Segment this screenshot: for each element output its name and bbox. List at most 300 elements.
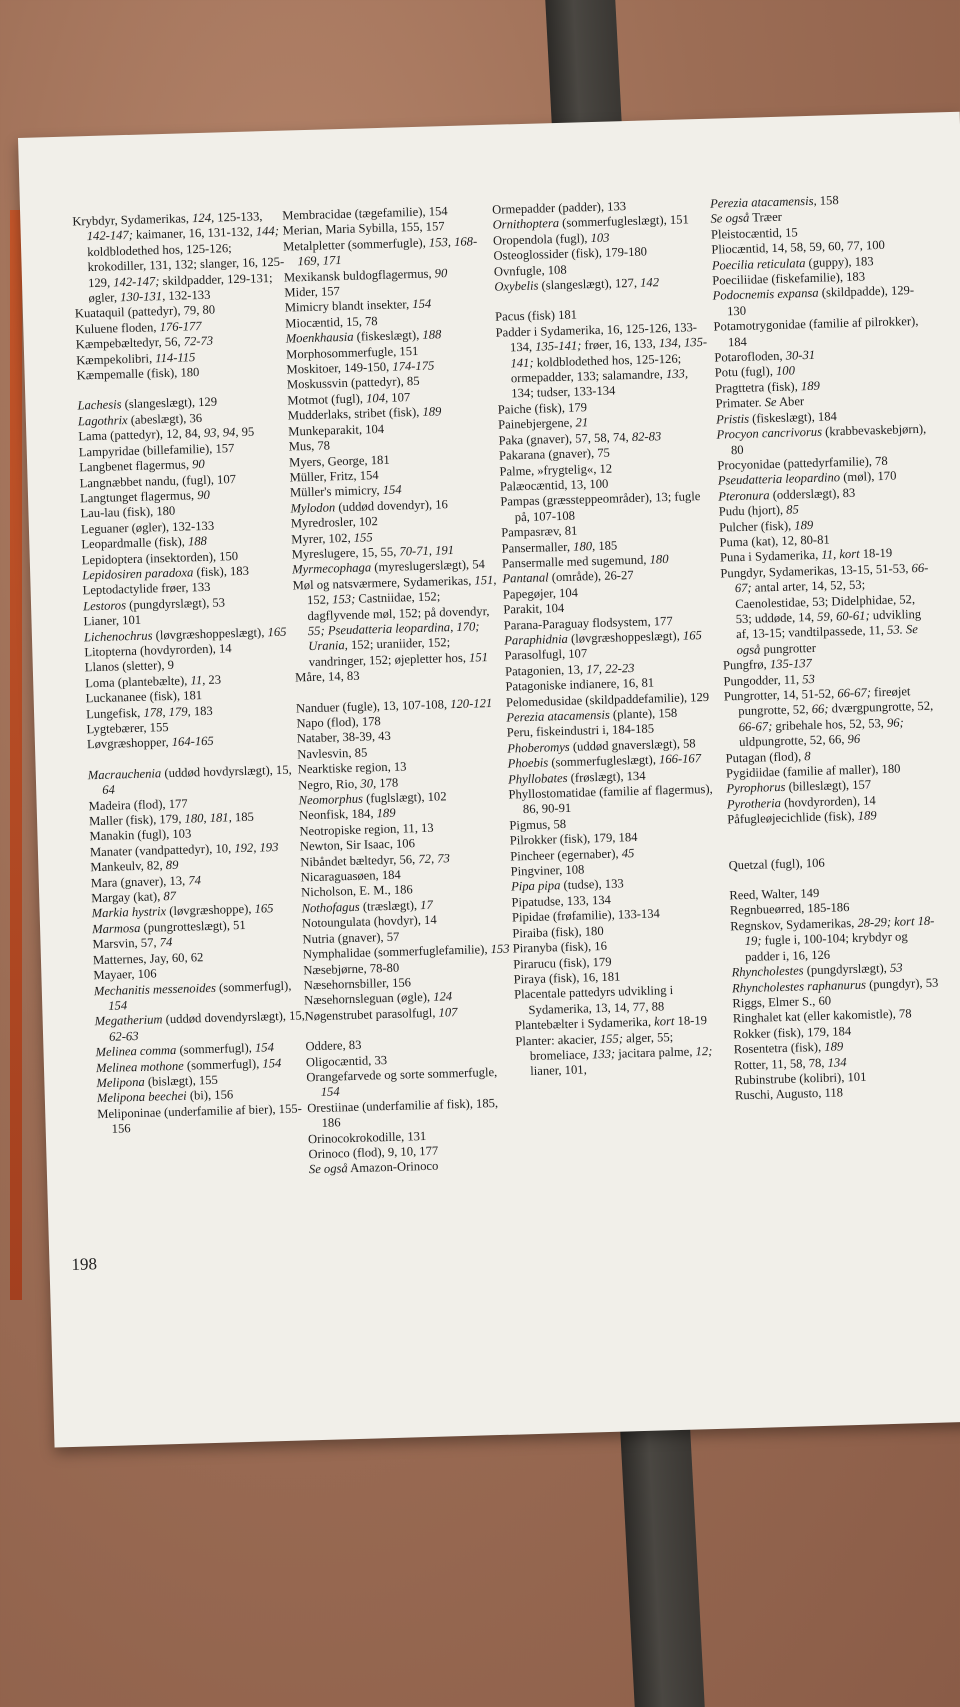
index-entry-text: Nataber, 38-39, 43 xyxy=(296,729,391,746)
index-entry xyxy=(495,320,709,403)
index-entry-text: Papegøjer, 104 xyxy=(502,585,579,602)
index-entry-text: Phoberomys xyxy=(507,739,570,756)
index-entry-text: Piranyba (fisk), 16 xyxy=(512,938,608,956)
index-entry-text: 155; xyxy=(599,1030,624,1046)
index-entry-text: Matternes, Jay, 60, 62 xyxy=(92,949,204,967)
index-entry-text: Kæmpebæltedyr, 56, xyxy=(75,334,184,352)
index-entry-text: 142-147; xyxy=(113,273,160,290)
index-entry-text: 21 xyxy=(575,415,589,430)
index-entry-text: 107 xyxy=(387,390,411,405)
index-entry-text: Myredrosler, 102 xyxy=(290,514,378,531)
index-entry-text: Procyonidae (pattedyrfamilie), 78 xyxy=(717,453,888,473)
index-entry-text: Moskitoer, 149-150, xyxy=(286,359,393,377)
index-entry-text: Ormepadder (padder), 133 xyxy=(491,199,627,217)
index-entry-text: Nothofagus xyxy=(301,899,360,916)
index-entry-text: Macrauchenia xyxy=(87,766,162,783)
index-entry-text: (skildpadde), 129-130 xyxy=(726,283,915,319)
index-entry-text: Nøgenstrubet parasolfugl, xyxy=(304,1005,439,1024)
index-entry-text: Pansermalle med sugemund, xyxy=(501,552,650,571)
index-entry xyxy=(72,209,286,307)
index-entry-text: Padder i Sydamerika, 16, 125-126, 133-134, xyxy=(495,319,698,355)
index-entry-text: Marmosa xyxy=(91,920,141,937)
index-entry-text: Negro, Rio, xyxy=(297,776,361,793)
index-entry-text: Orangefarvede og sorte sommerfugle, xyxy=(306,1064,498,1085)
index-entry-text: Motmot (fugl), xyxy=(287,391,367,408)
index-entry-text: 82-83 xyxy=(631,428,662,444)
index-entry-text: koldblodethed hos, 125-126; krokodiller, 131, 132; slanger, 16, 125-129, xyxy=(87,240,285,290)
index-entry-text: Lepidoptera (insektorden), 150 xyxy=(81,548,239,567)
index-entry-text: 134; tudser, 133-134 xyxy=(511,383,616,401)
index-entry-text: Madeira (flod), 177 xyxy=(88,796,188,813)
index-entry-text: 188 xyxy=(422,327,442,343)
index-entry-text: 17 xyxy=(420,897,433,912)
index-entry xyxy=(515,1028,728,1080)
index-entry-text: 90 xyxy=(191,457,205,472)
index-entry-text: (løvgræshoppeslægt), xyxy=(567,628,684,646)
index-column-2 xyxy=(282,203,521,1178)
index-entry-text: 11, xyxy=(190,672,206,688)
index-entry-text: (odderslægt), 83 xyxy=(769,485,856,502)
index-entry-text: (område), 26-27 xyxy=(548,568,634,585)
index-entry-text: 12; xyxy=(695,1043,713,1059)
index-entry-text: Leopardmalle (fisk), xyxy=(81,534,189,552)
index-entry-text: Piraya (fisk), 16, 181 xyxy=(513,969,621,987)
index-entry-text: Pirarucu (fisk), 179 xyxy=(513,954,612,971)
index-entry-text: skildpadder, 129-131; øgler, xyxy=(88,270,273,306)
index-entry-text: uldpungrotte, 52, 66, xyxy=(738,732,848,750)
index-entry-text: 120-121 xyxy=(450,695,493,711)
index-entry-text: Müller, Fritz, 154 xyxy=(289,467,379,485)
index-entry-text: 189 xyxy=(857,808,877,824)
index-entry-text: Pulcher (fisk), xyxy=(718,518,795,535)
index-entry-text: Pragttetra (fisk), xyxy=(715,379,802,396)
index-entry-text: (uddød gnaverslægt), 58 xyxy=(569,736,696,754)
book-page xyxy=(18,112,960,1448)
index-entry-text: Ornithoptera xyxy=(492,216,560,233)
index-entry-text: 87 xyxy=(163,888,177,904)
index-entry-text: Peru, fiskeindustri i, 184-185 xyxy=(506,721,655,740)
index-entry-text: Markia hystrix xyxy=(91,904,167,921)
index-entry-text: Pungodder, 11, xyxy=(723,671,803,689)
index-entry-text: Mexikansk buldogflagermus, xyxy=(283,266,435,285)
index-entry-text: 95 xyxy=(238,424,255,440)
index-entry-text: Patagonien, 13, xyxy=(504,662,587,679)
index-entry-text: Krybdyr, Sydamerikas, xyxy=(72,211,193,229)
index-entry-text: Mudderlaks, stribet (fisk), xyxy=(287,405,423,423)
index-entry-text: udvikling af, 13-15; vandtilpassede, 11, xyxy=(735,606,922,642)
index-entry-text: 153; xyxy=(332,591,356,607)
index-entry-text: 188 xyxy=(187,534,208,549)
index-entry-text: Se også xyxy=(308,1161,348,1177)
index-entry-text: 176-177 xyxy=(159,318,202,334)
index-entry-text: Pliocæntid, 14, 58, 59, 60, 77, 100 xyxy=(711,238,886,257)
index-entry-text: 66-67; xyxy=(837,685,872,701)
index-entry-text: Reed, Walter, 149 xyxy=(729,885,820,903)
index-entry-text: Pygidiidae (familie af maller), 180 xyxy=(725,761,901,781)
index-entry-text: Pseudatteria leopardino xyxy=(717,470,841,488)
index-entry-text: Træer xyxy=(749,210,783,226)
index-entry-text: (hovdyrorden), 14 xyxy=(780,793,876,810)
index-entry-text: Quetzal (fugl), 106 xyxy=(728,855,825,873)
index-entry-text: Pungdyr, Sydamerikas, 13-15, 51-53, xyxy=(720,560,912,581)
index-entry-text: Rokker (fisk), 179, 184 xyxy=(733,1023,852,1042)
index-entry-text: (fiskeslægt), xyxy=(353,328,423,344)
index-entry-text: 153, 168-169, 171 xyxy=(297,234,478,269)
index-entry-text: 100 xyxy=(775,363,796,379)
index-entry-text: Rosentetra (fisk), xyxy=(733,1039,825,1057)
index-entry-text: Metalpletter (sommerfugle), xyxy=(282,235,430,254)
index-entry-text: 180, 181, xyxy=(184,810,232,826)
index-entry-text: Pyrotheria xyxy=(726,795,782,812)
index-entry-text: (fiskeslægt), 184 xyxy=(748,408,837,426)
index-entry-text: Paraphidnia xyxy=(504,631,569,648)
index-entry-text: Lagothrix xyxy=(77,412,128,429)
index-entry-text: Planter: akacier, xyxy=(515,1031,601,1048)
index-entry-text: Napo (flod), 178 xyxy=(296,714,381,731)
index-entry-text: 74 xyxy=(188,872,202,888)
index-entry-text: 18-19 xyxy=(674,1013,708,1029)
index-entry-text: Lepidosiren paradoxa xyxy=(82,565,194,583)
index-entry-text: Mus, 78 xyxy=(288,438,331,454)
index-entry-text: 66; xyxy=(811,702,829,717)
index-entry-text: Melinea comma xyxy=(95,1043,177,1060)
index-entry-text: 154 xyxy=(262,1055,282,1071)
index-entry-text: Litopterna (hovdyrorden), 14 xyxy=(84,641,232,660)
index-entry-text: Myreslugere, 15, 55, xyxy=(291,544,400,562)
index-entry-text: Pyrophorus xyxy=(726,780,786,796)
index-entry-text: Pipa pipa xyxy=(510,878,561,894)
index-entry-text: Myers, George, 181 xyxy=(288,452,390,470)
index-entry-text: (uddød hovdyrslægt), 15, xyxy=(161,762,292,781)
index-entry-text: 142 xyxy=(639,275,660,290)
index-entry-text: 155 xyxy=(353,529,373,545)
index-entry-text: Pungfrø, xyxy=(722,657,771,673)
index-entry-text: gribehale hos, 52, 53, xyxy=(772,715,888,733)
index-entry-text: 133, xyxy=(665,366,689,382)
index-entry-text: Måre, 14, 83 xyxy=(294,668,360,685)
index-entry-text: Se også xyxy=(710,211,750,227)
index-entry-text: 90 xyxy=(434,265,448,281)
index-entry-text: Poecilia reticulata xyxy=(711,255,806,273)
index-entry-text: 165 xyxy=(682,628,702,643)
index-entry-text: 154 xyxy=(320,1084,340,1100)
index-entry-text: Regnskov, Sydamerikas, xyxy=(730,915,858,934)
index-entry-text: Pingviner, 108 xyxy=(510,862,585,879)
index-entry-text: 30-31 xyxy=(785,347,816,363)
index-entry-text: 154 xyxy=(108,998,128,1013)
index-column-4 xyxy=(710,191,947,1104)
index-entry-text: Notoungulata (hovdyr), 14 xyxy=(301,912,437,931)
index-entry-text: Poeciliidae (fiskefamilie), 183 xyxy=(712,269,866,288)
page-number: 198 xyxy=(71,1254,98,1274)
index-entry-text: 72, 73 xyxy=(418,850,451,866)
index-entry-text: Melipona xyxy=(96,1074,145,1091)
index-entry-text: 23 xyxy=(205,672,222,687)
index-entry-text: Megatherium xyxy=(94,1012,163,1029)
index-entry-text: Pseudatteria leopardina, 170; xyxy=(327,619,480,638)
index-entry-text: Palæocæntid, 13, 100 xyxy=(499,476,609,494)
index-entry-text: Leguaner (øgler), 132-133 xyxy=(80,518,215,537)
index-entry-text: 53 xyxy=(802,671,815,686)
index-entry-text: Kuataquil (pattedyr), 79, 80 xyxy=(74,303,216,321)
index-entry-text: dværgpungrotte, 52, xyxy=(828,699,934,716)
index-entry-text: Loma (plantebælte), xyxy=(85,673,191,691)
index-entry-text: Phyllobates xyxy=(507,770,568,787)
index-entry-text: 93, 94, xyxy=(203,425,239,441)
index-entry-text: Perezia atacamensis xyxy=(506,707,610,725)
index-entry-text: Miocæntid, 15, 78 xyxy=(285,313,378,331)
index-entry-text: Puma (kat), 12, 80-81 xyxy=(719,532,830,550)
index-entry-text: 28-29; kort 18-19; xyxy=(744,913,935,949)
index-entry-text: pungrotter xyxy=(760,640,817,657)
index-entry-text: Melinea mothone xyxy=(95,1058,184,1075)
index-entry-text: Mider, 157 xyxy=(284,284,341,300)
index-entry-text: Pipidae (frøfamilie), 133-134 xyxy=(511,906,661,925)
index-entry-text: (sommerfugleslægt), 151 xyxy=(558,212,689,231)
index-entry-text: Munkeparakit, 104 xyxy=(288,421,385,439)
index-entry-text: 135-137 xyxy=(769,656,813,672)
index-entry-text: 125-133, xyxy=(213,209,263,225)
index-entry-text: 11, kort xyxy=(821,547,860,563)
index-entry-text: jacitara palme, xyxy=(614,1044,696,1061)
index-entry-text: Mankeulv, 82, xyxy=(90,858,167,875)
index-entry-text: Placentale pattedyrs udvikling i Sydamerika, 13, 14, 77, 88 xyxy=(513,983,674,1017)
index-entry-text: (pungrotteslægt), 51 xyxy=(140,917,246,935)
index-entry-text: Maller (fisk), 179, xyxy=(88,811,185,829)
index-entry-text: 180, xyxy=(572,538,596,554)
index-entry-text: Plantebælter i Sydamerika, xyxy=(514,1014,655,1033)
index-entry-text: Merian, Maria Sybilla, 155, 157 xyxy=(282,219,445,239)
index-entry-text: (slangeslægt), 127, xyxy=(538,275,641,293)
index-entry-text: (abeslægt), 36 xyxy=(127,410,203,427)
index-entry-text: Putagan (flod), xyxy=(725,748,805,766)
index-entry-text: 154 xyxy=(382,482,402,498)
index-entry-text: Osteoglossider (fisk), 179-180 xyxy=(493,244,648,263)
index-entry-text: 96; xyxy=(886,715,904,730)
index-entry-text: 154 xyxy=(254,1040,275,1055)
index-entry-text: Castniidae, 152; dagflyvende møl, 152; på dovendyr, xyxy=(307,589,490,623)
index-entry-text: 124, xyxy=(191,210,215,226)
index-entry-text: Ringhalet kat (eller kakomistle), 78 xyxy=(732,1006,912,1026)
index-entry-text: 45 xyxy=(621,845,635,861)
index-entry-text: 104, xyxy=(365,390,389,406)
index-entry-text: Patagoniske indianere, 16, 81 xyxy=(505,675,655,694)
index-entry-text: Newton, Sir Isaac, 106 xyxy=(299,836,416,854)
index-entry-text: Pilrokker (fisk), 179, 184 xyxy=(509,830,638,848)
index-entry-text: Påfugleøjecichlide (fisk), xyxy=(727,809,858,827)
index-entry-text: 185 xyxy=(595,537,618,553)
index-entry-text: (pungdyrslægt), 53 xyxy=(125,595,226,612)
index-entry-text: alger, 55; bromeliace, xyxy=(529,1029,674,1064)
index-entry-text: Margay (kat), xyxy=(91,889,164,906)
index-entry-text: lianer, 101, xyxy=(530,1062,587,1079)
index-entry-text: Pleistocæntid, 15 xyxy=(710,225,798,242)
index-entry-text: (frøslægt), 134 xyxy=(567,768,646,785)
index-entry-text: (bislægt), 155 xyxy=(144,1072,218,1089)
index-entry-text: Parakit, 104 xyxy=(503,601,565,617)
index-entry-text: 85 xyxy=(786,502,799,517)
index-entry-text: Lygtebærer, 155 xyxy=(86,720,169,737)
index-entry-text: (uddød dovendyr), 16 xyxy=(335,496,448,515)
index-entry-text: Nicaraguasøen, 184 xyxy=(300,867,401,885)
index-entry xyxy=(292,572,506,670)
index-entry-text: 183 xyxy=(190,703,213,718)
index-entry-text: Pansermaller, xyxy=(501,539,574,556)
index-entry-text: Primater. xyxy=(715,395,765,411)
index-entry-text: Næsehornsleguan (øgle), xyxy=(304,990,434,1008)
index-entry-text: koldblodethed hos, 125-126; ormepadder, 133; salamandre, xyxy=(510,351,682,386)
index-entry-text: Meliponinae (underfamilie af bier), 155-156 xyxy=(97,1101,302,1136)
index-entry-text: (slangeslægt), 129 xyxy=(121,395,218,412)
index-entry-text: 134, 135-141; xyxy=(510,335,708,370)
index-entry-text: Moenkhausia xyxy=(285,329,354,346)
index-entry-text: Mimicry blandt insekter, xyxy=(284,297,413,316)
index-entry-text: Orinocokrokodille, 131 xyxy=(307,1128,427,1146)
index-entry-text: fireøjet pungrotte, 52, xyxy=(738,684,911,719)
index-entry-text: Parasolfugl, 107 xyxy=(504,646,588,663)
index-entry-text: 189 xyxy=(422,404,442,420)
index-entry-text: Langbenet flagermus, xyxy=(79,457,193,475)
index-entry-text: 154 xyxy=(412,296,432,312)
index-entry-text: Leptodactylide frøer, 133 xyxy=(82,580,211,598)
index-entry-text: Mayaer, 106 xyxy=(93,966,157,983)
index-entry-text: Langtunget flagermus, xyxy=(79,488,198,506)
index-entry-text: Rhyncholestes raphanurus xyxy=(731,977,867,995)
index-entry-text: Lampyridae (billefamilie), 157 xyxy=(78,440,235,460)
index-entry-text: Ovnfugle, 108 xyxy=(493,262,567,279)
index-entry-text: 152, xyxy=(306,592,333,608)
index-entry-text: 151, xyxy=(474,572,497,588)
index-entry-text: 151 xyxy=(468,649,489,665)
index-entry-text: 30, xyxy=(360,775,377,791)
index-entry-text: Potamotrygonidae (familie af pilrokker), 184 xyxy=(713,314,919,349)
index-entry-text: 89 xyxy=(165,858,179,873)
index-entry-text: Phyllostomatidae (familie af flagermus), 86, 90-91 xyxy=(508,781,713,817)
index-entry-text: 53. Se også xyxy=(736,622,919,657)
index-entry-text: (guppy), 183 xyxy=(805,253,874,270)
index-entry-text: Lama (pattedyr), 12, 84, xyxy=(78,426,205,444)
index-entry-text: 59, 60-61; xyxy=(817,608,870,624)
index-entry-text: antal arter, 14, 52, 53; Caenolestidae, 53; Didelphidae, 52, 53; uddøde, 14, xyxy=(735,577,916,627)
index-entry-text: 133; xyxy=(591,1046,616,1062)
index-entry-text: Aber xyxy=(776,394,805,410)
index-entry-text: Mara (gnaver), 13, xyxy=(90,873,189,890)
index-entry-text: Se xyxy=(764,395,777,410)
index-entry-text: Regnbueørred, 185-186 xyxy=(729,900,850,918)
index-entry-text: Luckananee (fisk), 181 xyxy=(85,688,203,706)
index-entry-text: Næsehornsbiller, 156 xyxy=(303,975,412,993)
index-entry-text: 66-67; xyxy=(734,560,929,596)
index-entry-text: Kæmpemalle (fisk), 180 xyxy=(76,365,200,383)
index-entry-text: (myreslugerslægt), 54 xyxy=(370,557,486,575)
index-entry-text: Paiche (fisk), 179 xyxy=(497,400,588,417)
index-entry-text: 178 xyxy=(375,775,399,790)
index-entry-text: 124 xyxy=(433,989,453,1005)
index-entry-text: Morphosommerfugle, 151 xyxy=(285,343,419,362)
index-entry-text: 103 xyxy=(590,230,610,245)
index-entry-text: 135-141; xyxy=(535,338,582,354)
index-entry-text: Puna i Sydamerika, xyxy=(719,548,822,565)
index-entry-text: Melipona beechei xyxy=(96,1089,187,1106)
index-entry-text: 152; uraniider, 152; vandringer, 152; øjepletter hos, xyxy=(308,635,470,669)
index-entry-text: Pipatudse, 133, 134 xyxy=(511,892,612,910)
index-entry-text: (tudse), 133 xyxy=(560,876,624,893)
index-entry-text: 134 xyxy=(827,1054,847,1070)
index-entry-text: Langnæbbet nandu, (fugl), 107 xyxy=(79,471,237,490)
index-entry-text: Nutria (gnaver), 57 xyxy=(302,929,400,947)
index-entry-text: 53 xyxy=(889,960,903,976)
index-entry-text: (billeslægt), 157 xyxy=(785,777,872,795)
index-entry-text: Pelomedusidae (skildpaddefamilie), 129 xyxy=(505,689,710,710)
index-entry-text: Manakin (fugl), 103 xyxy=(89,826,192,844)
index-entry-text: Piraiba (fisk), 180 xyxy=(512,923,604,941)
index-entry-text: (sommerfugl), xyxy=(183,1056,263,1073)
index-entry-text: 165 xyxy=(267,624,287,639)
index-entry-text: Orinoco (flod), 9, 10, 177 xyxy=(308,1143,439,1162)
index-entry-text: 189 xyxy=(794,517,814,533)
index-entry-text: kort xyxy=(653,1014,675,1029)
index-entry-text: 114-115 xyxy=(155,349,196,365)
index-entry-text: Moskussvin (pattedyr), 85 xyxy=(286,374,420,393)
index-entry xyxy=(724,684,938,752)
index-entry-text: 164-165 xyxy=(171,734,214,750)
index-entry-text: 64 xyxy=(102,782,116,798)
index-entry-text: 192, 193 xyxy=(234,839,279,856)
index-entry-text: Manater (vandpattedyr), 10, xyxy=(89,841,235,860)
index-entry-text: Pungrotter, 14, 51-52, xyxy=(723,686,838,704)
index-entry-text: Neotropiske region, 11, 13 xyxy=(299,820,434,839)
index-entry-text: Navlesvin, 85 xyxy=(297,745,368,762)
index-column-1 xyxy=(72,209,310,1138)
index-entry-text: (træslægt), xyxy=(359,897,421,914)
index-entry-text: Kæmpekolibri, xyxy=(76,350,156,368)
index-entry-text: (pungdyrslægt), xyxy=(803,961,891,978)
index-entry-text: 189 xyxy=(824,1039,844,1054)
index-entry-text: 189 xyxy=(800,378,820,394)
index-entry-text: (sommerfugl), xyxy=(176,1040,256,1058)
index-entry-text: Nearktiske region, 13 xyxy=(297,759,407,777)
index-entry-text: Perezia atacamensis, xyxy=(709,193,817,211)
index-entry-text: Oddere, 83 xyxy=(305,1037,362,1054)
index-entry-text: Pantanal xyxy=(502,570,549,586)
index-entry-text: Marsvin, 57, xyxy=(92,935,160,952)
index-entry-text: 189 xyxy=(376,806,396,821)
index-entry-text: 72-73 xyxy=(183,333,214,349)
index-entry-text: 178, 179, xyxy=(143,703,191,720)
index-entry-text: 165 xyxy=(254,901,274,917)
index-entry-text: 55; xyxy=(307,623,325,639)
index-entry-text: Urania, xyxy=(308,638,349,654)
index-entry-text: Pudu (hjort), xyxy=(718,502,787,519)
index-entry-text: 174-175 xyxy=(392,358,435,374)
index-entry-text: 90 xyxy=(197,487,210,503)
index-entry-text: 18-19 xyxy=(859,546,893,562)
index-entry-text: (uddød dovendyrslægt), 15, xyxy=(162,1008,306,1027)
index-entry-text: Potarofloden, xyxy=(714,348,786,365)
index-entry-text: Mylodon xyxy=(290,500,336,516)
index-entry-text: Nanduer (fugle), 13, 107-108, xyxy=(295,696,451,716)
index-entry-text: fugle i, 100-104; krybdyr og padder i, 16, 126 xyxy=(744,929,908,964)
index-entry-text: Møl og natsværmere, Sydamerikas, xyxy=(292,573,475,593)
index-entry-text: Lau-lau (fisk), 180 xyxy=(80,504,176,521)
index-entry-text: Procyon cancrivorus xyxy=(716,424,823,442)
index-entry-text: (fuglslægt), 102 xyxy=(362,789,447,806)
index-entry-text: (sommerfugleslægt), xyxy=(548,752,660,770)
index-entry-text: 17, 22-23 xyxy=(586,660,635,677)
index-entry-text: 142-147; xyxy=(86,228,134,244)
index-entry-text: Pampasræv, 81 xyxy=(501,523,578,540)
index-entry-text: Nicholson, E. M., 186 xyxy=(300,882,413,900)
